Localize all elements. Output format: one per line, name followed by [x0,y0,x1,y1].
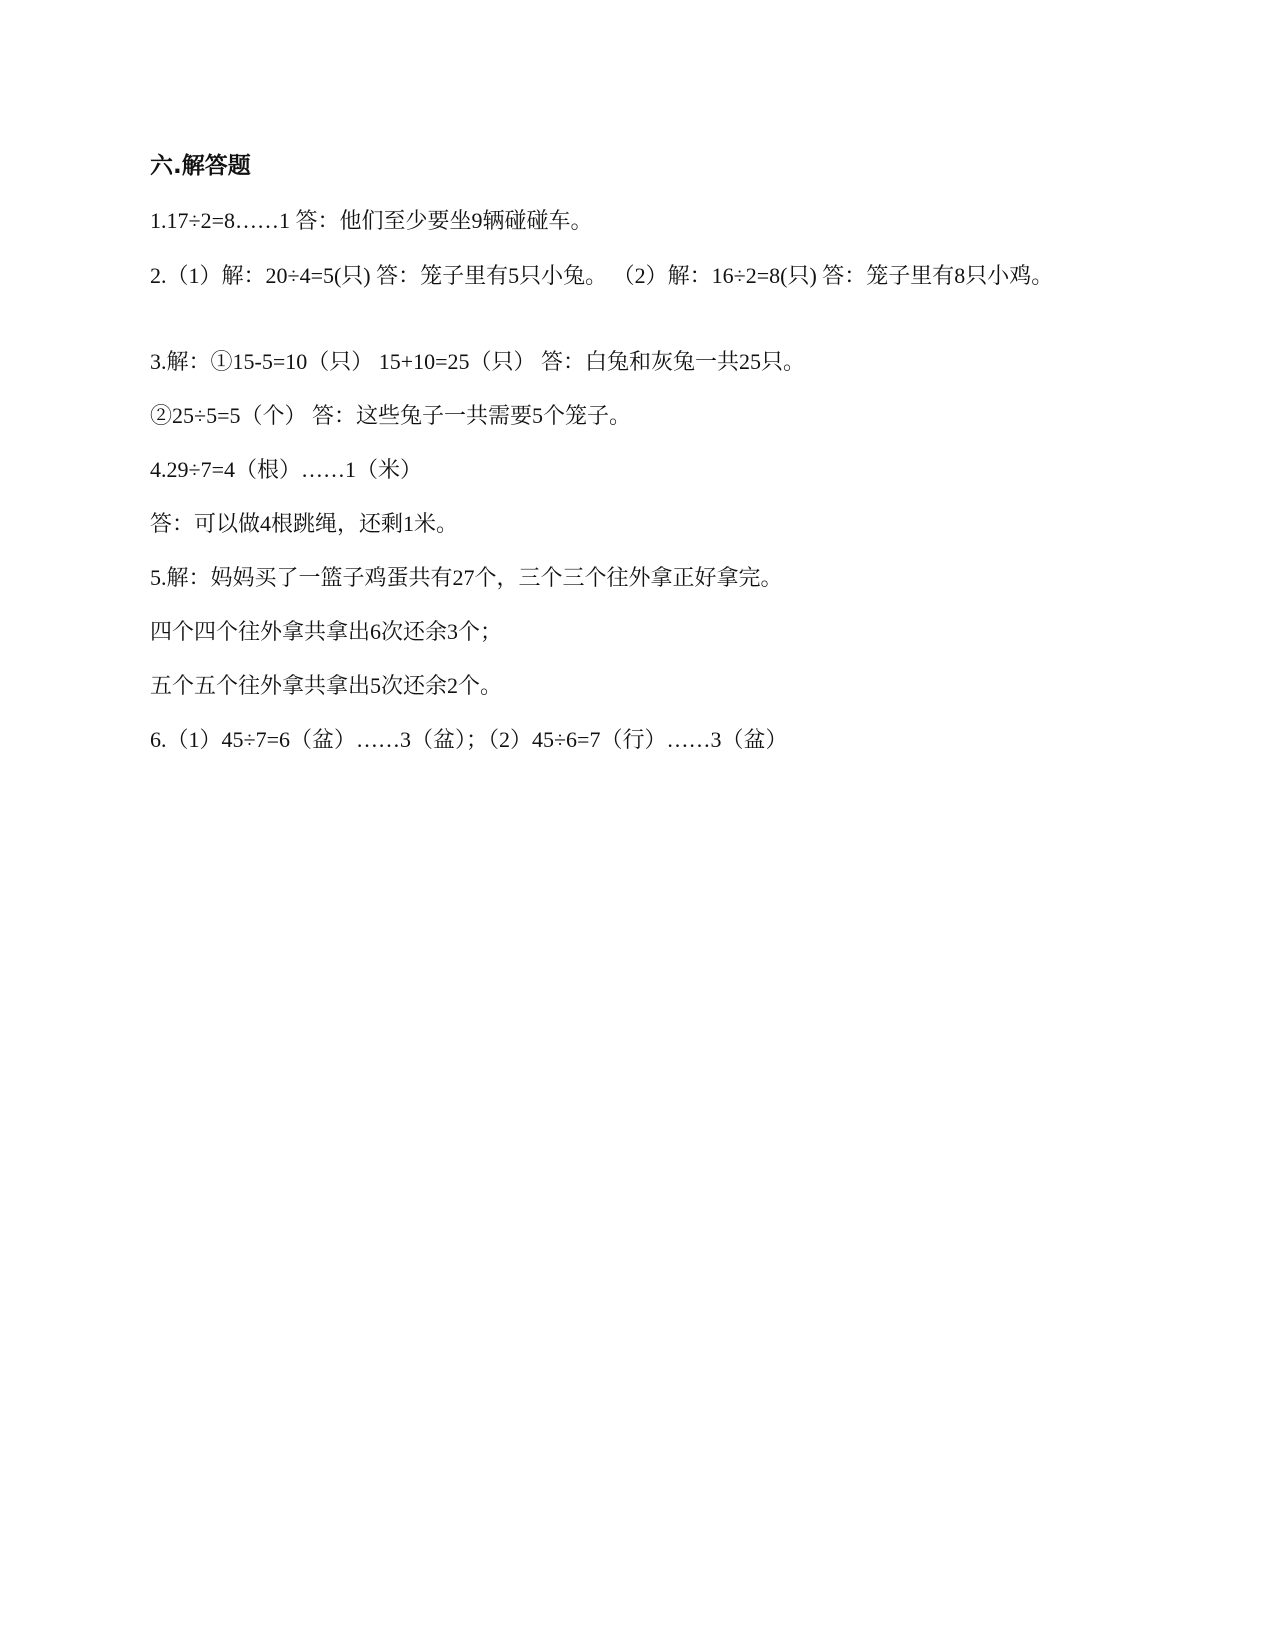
answer-line-3: 3.解：①15-5=10（只） 15+10=25（只） 答：白兔和灰兔一共25只。 [150,349,806,374]
answer-line-1: 1.17÷2=8……1 答：他们至少要坐9辆碰碰车。 [150,208,593,233]
answer-line-4-answer: 答：可以做4根跳绳，还剩1米。 [150,511,459,536]
answer-line-5: 5.解：妈妈买了一篮子鸡蛋共有27个，三个三个往外拿正好拿完。 [150,565,783,590]
section-title: 六.解答题 [150,153,251,179]
answer-line-5-part-3: 五个五个往外拿共拿出5次还余2个。 [150,673,503,698]
answer-line-2: 2.（1）解：20÷4=5(只) 答：笼子里有5只小兔。 （2）解：16÷2=8(只) 答：笼子里有8只小鸡。 [150,263,1054,288]
answer-line-6: 6.（1）45÷7=6（盆）……3（盆）；（2）45÷6=7（行）……3（盆） [150,727,788,752]
answer-line-5-part-2: 四个四个往外拿共拿出6次还余3个； [150,619,503,644]
answer-line-4: 4.29÷7=4（根）……1（米） [150,457,422,482]
answer-line-3-part-2: ②25÷5=5（个） 答：这些兔子一共需要5个笼子。 [150,403,631,428]
